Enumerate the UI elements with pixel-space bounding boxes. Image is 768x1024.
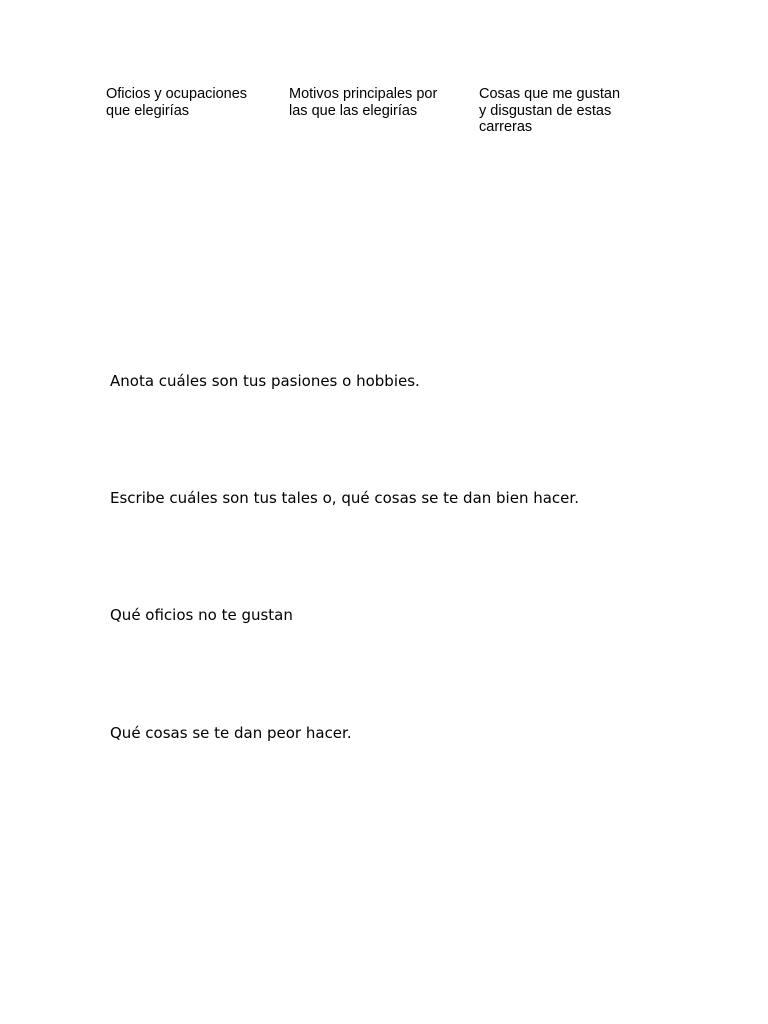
column-header-motivos: Motivos principales por las que las elegirías xyxy=(289,86,438,119)
column-header-cosas: Cosas que me gustan y disgustan de estas carreras xyxy=(479,86,621,135)
question-talentos: Escribe cuáles son tus tales o, qué cosas se te dan bien hacer. xyxy=(110,489,579,507)
question-oficios-no-gustan: Qué oficios no te gustan xyxy=(110,606,293,624)
column-header-oficios: Oficios y ocupaciones que elegirías xyxy=(106,86,248,119)
question-peor-hacer: Qué cosas se te dan peor hacer. xyxy=(110,724,352,742)
question-pasiones: Anota cuáles son tus pasiones o hobbies. xyxy=(110,372,420,390)
